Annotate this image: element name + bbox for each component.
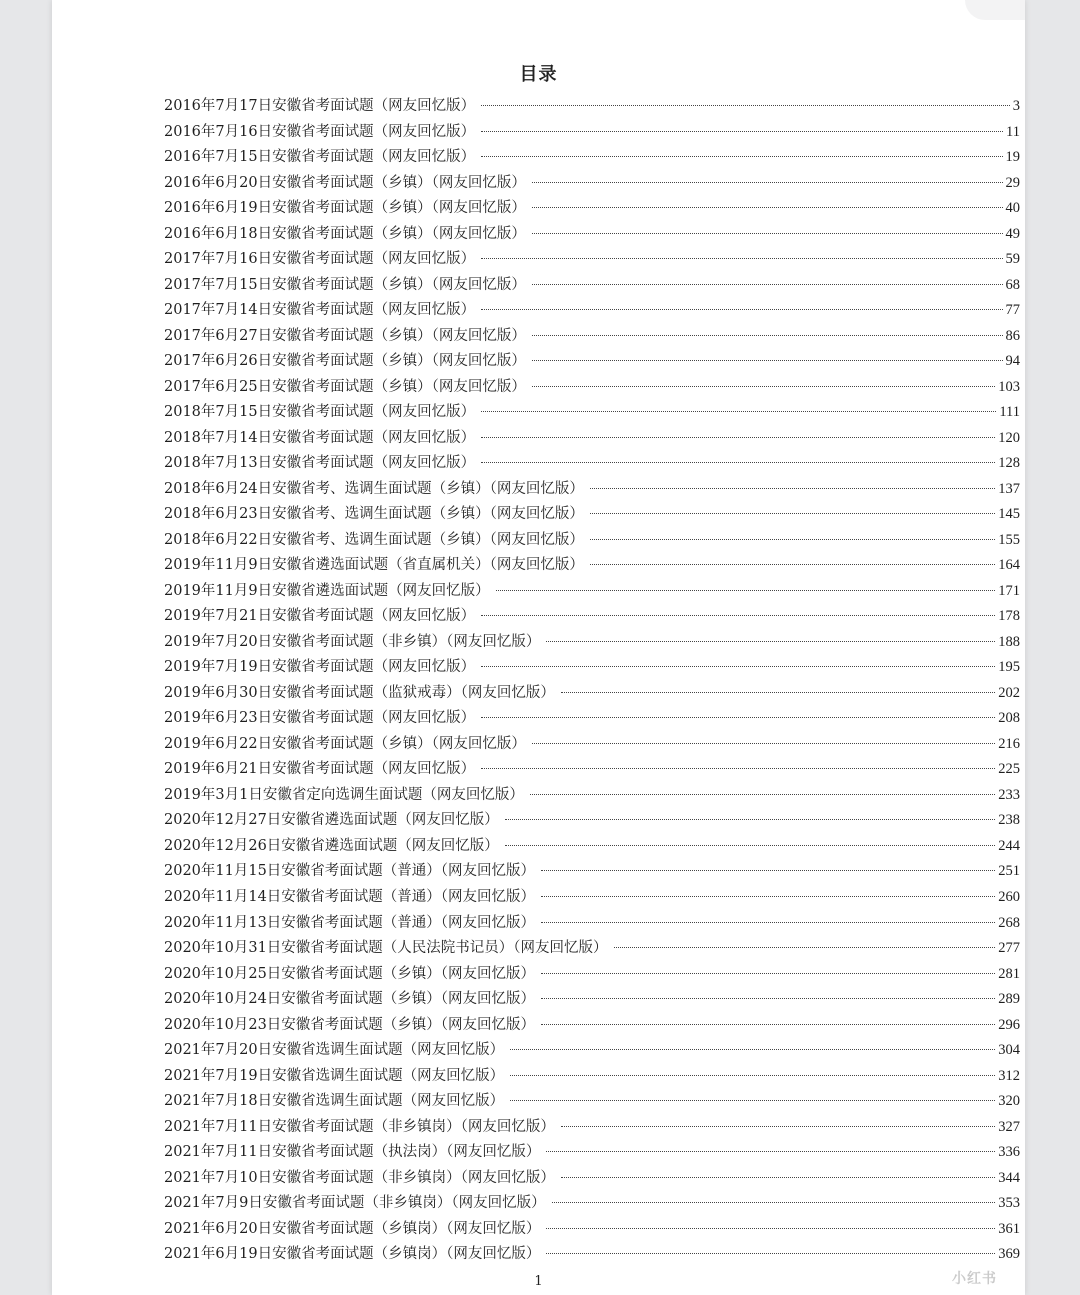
toc-entry-page: 155 xyxy=(998,531,1020,548)
toc-entry-page: 327 xyxy=(998,1118,1020,1135)
toc-entry-page: 77 xyxy=(1005,302,1020,319)
toc-entry[interactable] xyxy=(164,1038,1020,1064)
toc-dot-leader xyxy=(481,615,995,616)
toc-entry-page: 312 xyxy=(998,1067,1020,1084)
toc-dot-leader xyxy=(590,513,995,514)
toc-entry-page: 137 xyxy=(998,480,1020,497)
toc-entry-page: 369 xyxy=(998,1246,1020,1263)
toc-entry-page: 296 xyxy=(998,1016,1020,1033)
toc-entry[interactable] xyxy=(164,1191,1020,1217)
toc-entry-title: 2018年6月22日安徽省考、选调生面试题（乡镇）（网友回忆版） xyxy=(164,531,584,548)
toc-dot-leader xyxy=(481,462,995,463)
toc-entry[interactable] xyxy=(164,706,1020,732)
toc-entry[interactable] xyxy=(164,834,1020,860)
toc-entry[interactable] xyxy=(164,222,1020,248)
toc-dot-leader xyxy=(561,1126,995,1127)
toc-entry-title: 2018年7月15日安徽省考面试题（网友回忆版） xyxy=(164,404,476,421)
toc-entry-page: 11 xyxy=(1006,123,1020,140)
toc-entry-title: 2019年6月23日安徽省考面试题（网友回忆版） xyxy=(164,710,476,727)
toc-entry-title: 2020年12月27日安徽省遴选面试题（网友回忆版） xyxy=(164,812,499,829)
toc-dot-leader xyxy=(532,182,1003,183)
toc-entry-title: 2021年7月11日安徽省考面试题（非乡镇岗）（网友回忆版） xyxy=(164,1118,555,1135)
toc-dot-leader xyxy=(481,105,1010,106)
toc-dot-leader xyxy=(532,743,995,744)
toc-entry-title: 2016年7月15日安徽省考面试题（网友回忆版） xyxy=(164,149,476,166)
toc-dot-leader xyxy=(532,335,1003,336)
toc-dot-leader xyxy=(481,131,1003,132)
toc-entry[interactable] xyxy=(164,1242,1020,1268)
toc-dot-leader xyxy=(481,156,1002,157)
toc-entry-title: 2020年10月23日安徽省考面试题（乡镇）（网友回忆版） xyxy=(164,1016,536,1033)
toc-dot-leader xyxy=(590,488,995,489)
toc-entry[interactable] xyxy=(164,911,1020,937)
toc-entry[interactable] xyxy=(164,579,1020,605)
toc-entry-title: 2017年7月16日安徽省考面试题（网友回忆版） xyxy=(164,251,476,268)
toc-entry[interactable] xyxy=(164,1166,1020,1192)
toc-entry[interactable] xyxy=(164,324,1020,350)
toc-entry-page: 304 xyxy=(998,1042,1020,1059)
toc-dot-leader xyxy=(532,284,1003,285)
toc-entry[interactable] xyxy=(164,604,1020,630)
toc-entry-page: 225 xyxy=(998,761,1020,778)
toc-entry-title: 2018年7月14日安徽省考面试题（网友回忆版） xyxy=(164,429,476,446)
toc-entry-title: 2021年6月19日安徽省考面试题（乡镇岗）（网友回忆版） xyxy=(164,1246,541,1263)
toc-dot-leader xyxy=(546,1228,995,1229)
toc-dot-leader xyxy=(481,666,995,667)
toc-entry-title: 2016年7月17日安徽省考面试题（网友回忆版） xyxy=(164,98,476,114)
toc-entry-title: 2017年6月27日安徽省考面试题（乡镇）（网友回忆版） xyxy=(164,327,526,344)
toc-entry-page: 111 xyxy=(999,404,1020,421)
toc-entry-page: 238 xyxy=(998,812,1020,829)
toc-entry[interactable] xyxy=(164,655,1020,681)
toc-entry-page: 353 xyxy=(998,1195,1020,1212)
toc-entry[interactable] xyxy=(164,273,1020,299)
toc-dot-leader xyxy=(541,922,995,923)
toc-entry[interactable] xyxy=(164,171,1020,197)
toc-entry-title: 2020年10月31日安徽省考面试题（人民法院书记员）（网友回忆版） xyxy=(164,940,608,957)
toc-dot-leader xyxy=(505,845,995,846)
toc-entry[interactable] xyxy=(164,859,1020,885)
toc-entry-title: 2019年11月9日安徽省遴选面试题（网友回忆版） xyxy=(164,582,490,599)
toc-entry[interactable] xyxy=(164,247,1020,273)
toc-entry-title: 2018年7月13日安徽省考面试题（网友回忆版） xyxy=(164,455,476,472)
toc-entry-page: 202 xyxy=(998,684,1020,701)
toc-entry[interactable] xyxy=(164,400,1020,426)
toc-dot-leader xyxy=(590,564,995,565)
toc-entry-page: 171 xyxy=(998,582,1020,599)
toc-entry[interactable] xyxy=(164,94,1020,120)
toc-dot-leader xyxy=(546,1253,995,1254)
toc-dot-leader xyxy=(546,641,995,642)
toc-entry[interactable] xyxy=(164,349,1020,375)
toc-entry[interactable] xyxy=(164,298,1020,324)
toc-entry-title: 2020年10月24日安徽省考面试题（乡镇）（网友回忆版） xyxy=(164,991,536,1008)
toc-entry-title: 2019年3月1日安徽省定向选调生面试题（网友回忆版） xyxy=(164,786,524,803)
watermark: 小红书 xyxy=(952,1271,997,1287)
toc-entry[interactable] xyxy=(164,936,1020,962)
toc-dot-leader xyxy=(546,1151,995,1152)
toc-entry[interactable] xyxy=(164,528,1020,554)
toc-entry[interactable] xyxy=(164,1064,1020,1090)
toc-entry-title: 2021年7月18日安徽省选调生面试题（网友回忆版） xyxy=(164,1093,505,1110)
toc-entry-page: 233 xyxy=(998,786,1020,803)
toc-entry[interactable] xyxy=(164,477,1020,503)
toc-entry-title: 2016年7月16日安徽省考面试题（网友回忆版） xyxy=(164,123,476,140)
toc-entry-page: 40 xyxy=(1005,200,1020,217)
toc-entry[interactable] xyxy=(164,1140,1020,1166)
toc-entry[interactable] xyxy=(164,120,1020,146)
toc-entry-title: 2016年6月18日安徽省考面试题（乡镇）（网友回忆版） xyxy=(164,225,526,242)
toc-entry-page: 145 xyxy=(998,506,1020,523)
toc-entry[interactable] xyxy=(164,681,1020,707)
toc-dot-leader xyxy=(496,590,996,591)
toc-dot-leader xyxy=(532,207,1003,208)
toc-entry-title: 2017年7月14日安徽省考面试题（网友回忆版） xyxy=(164,302,476,319)
toc-entry-page: 260 xyxy=(998,888,1020,905)
toc-entry[interactable] xyxy=(164,808,1020,834)
toc-entry-title: 2021年7月11日安徽省考面试题（执法岗）（网友回忆版） xyxy=(164,1144,541,1161)
toc-dot-leader xyxy=(590,539,995,540)
toc-entry-title: 2017年6月25日安徽省考面试题（乡镇）（网友回忆版） xyxy=(164,378,526,395)
toc-entry-title: 2019年7月20日安徽省考面试题（非乡镇）（网友回忆版） xyxy=(164,633,541,650)
toc-entry[interactable] xyxy=(164,783,1020,809)
page-corner xyxy=(965,0,1025,20)
toc-entry-title: 2019年6月21日安徽省考面试题（网友回忆版） xyxy=(164,761,476,778)
toc-entry-title: 2018年6月24日安徽省考、选调生面试题（乡镇）（网友回忆版） xyxy=(164,480,584,497)
toc-entry-page: 281 xyxy=(998,965,1020,982)
toc-entry-page: 29 xyxy=(1005,174,1020,191)
toc-entry-title: 2019年6月30日安徽省考面试题（监狱戒毒）（网友回忆版） xyxy=(164,684,555,701)
toc-entry-title: 2020年11月15日安徽省考面试题（普通）（网友回忆版） xyxy=(164,863,536,880)
toc-entry-title: 2020年11月13日安徽省考面试题（普通）（网友回忆版） xyxy=(164,914,536,931)
toc-dot-leader xyxy=(532,233,1003,234)
toc-entry-title: 2019年11月9日安徽省遴选面试题（省直属机关）（网友回忆版） xyxy=(164,557,584,574)
toc-entry[interactable] xyxy=(164,885,1020,911)
toc-entry-title: 2021年7月20日安徽省选调生面试题（网友回忆版） xyxy=(164,1042,505,1059)
toc-dot-leader xyxy=(481,258,1002,259)
toc-entry[interactable] xyxy=(164,1089,1020,1115)
toc-entry-page: 59 xyxy=(1005,251,1020,268)
toc-entry[interactable] xyxy=(164,1115,1020,1141)
toc-dot-leader xyxy=(481,717,995,718)
toc-dot-leader xyxy=(541,998,995,999)
toc-entry-page: 208 xyxy=(998,710,1020,727)
toc-entry-title: 2019年7月19日安徽省考面试题（网友回忆版） xyxy=(164,659,476,676)
toc-entry-title: 2016年6月20日安徽省考面试题（乡镇）（网友回忆版） xyxy=(164,174,526,191)
toc-entry-page: 19 xyxy=(1005,149,1020,166)
document-page xyxy=(52,0,1025,1295)
toc-dot-leader xyxy=(510,1075,995,1076)
toc-entry[interactable] xyxy=(164,1217,1020,1243)
toc-entry-page: 268 xyxy=(998,914,1020,931)
toc-dot-leader xyxy=(561,692,995,693)
toc-entry[interactable] xyxy=(164,732,1020,758)
toc-entry-title: 2020年10月25日安徽省考面试题（乡镇）（网友回忆版） xyxy=(164,965,536,982)
toc-entry-page: 195 xyxy=(998,659,1020,676)
toc-entry-page: 164 xyxy=(998,557,1020,574)
toc-entry[interactable] xyxy=(164,451,1020,477)
toc-entry-page: 128 xyxy=(998,455,1020,472)
toc-dot-leader xyxy=(481,768,995,769)
toc-entry-page: 289 xyxy=(998,991,1020,1008)
toc-entry-page: 277 xyxy=(998,940,1020,957)
toc-entry[interactable] xyxy=(164,145,1020,171)
toc-list xyxy=(164,94,1020,1268)
toc-entry-page: 103 xyxy=(998,378,1020,395)
toc-title: 目录 xyxy=(519,64,558,85)
toc-entry[interactable] xyxy=(164,426,1020,452)
toc-entry[interactable] xyxy=(164,757,1020,783)
toc-entry[interactable] xyxy=(164,375,1020,401)
toc-entry[interactable] xyxy=(164,987,1020,1013)
toc-entry-title: 2017年6月26日安徽省考面试题（乡镇）（网友回忆版） xyxy=(164,353,526,370)
toc-entry-page: 251 xyxy=(998,863,1020,880)
toc-dot-leader xyxy=(481,309,1002,310)
toc-entry-page: 49 xyxy=(1005,225,1020,242)
toc-entry-title: 2018年6月23日安徽省考、选调生面试题（乡镇）（网友回忆版） xyxy=(164,506,584,523)
toc-entry-title: 2020年11月14日安徽省考面试题（普通）（网友回忆版） xyxy=(164,888,536,905)
toc-dot-leader xyxy=(541,973,995,974)
toc-entry-page: 178 xyxy=(998,608,1020,625)
toc-entry-title: 2020年12月26日安徽省遴选面试题（网友回忆版） xyxy=(164,837,499,854)
toc-dot-leader xyxy=(532,386,995,387)
toc-dot-leader xyxy=(481,437,995,438)
toc-entry[interactable] xyxy=(164,553,1020,579)
toc-dot-leader xyxy=(505,819,995,820)
toc-entry-page: 244 xyxy=(998,837,1020,854)
toc-entry-title: 2017年7月15日安徽省考面试题（乡镇）（网友回忆版） xyxy=(164,276,526,293)
toc-entry-page: 3 xyxy=(1012,98,1020,114)
toc-entry-title: 2021年6月20日安徽省考面试题（乡镇岗）（网友回忆版） xyxy=(164,1220,541,1237)
toc-entry-title: 2021年7月10日安徽省考面试题（非乡镇岗）（网友回忆版） xyxy=(164,1169,555,1186)
toc-entry-page: 94 xyxy=(1005,353,1020,370)
toc-dot-leader xyxy=(532,360,1003,361)
toc-entry[interactable] xyxy=(164,196,1020,222)
toc-entry-title: 2021年7月9日安徽省考面试题（非乡镇岗）（网友回忆版） xyxy=(164,1195,546,1212)
toc-dot-leader xyxy=(614,947,996,948)
toc-dot-leader xyxy=(541,896,995,897)
toc-entry[interactable] xyxy=(164,1013,1020,1039)
toc-entry-page: 361 xyxy=(998,1220,1020,1237)
toc-entry-title: 2019年6月22日安徽省考面试题（乡镇）（网友回忆版） xyxy=(164,735,526,752)
toc-dot-leader xyxy=(552,1202,996,1203)
toc-entry-page: 344 xyxy=(998,1169,1020,1186)
toc-dot-leader xyxy=(561,1177,995,1178)
toc-entry[interactable] xyxy=(164,962,1020,988)
toc-entry-title: 2021年7月19日安徽省选调生面试题（网友回忆版） xyxy=(164,1067,505,1084)
toc-entry-page: 320 xyxy=(998,1093,1020,1110)
toc-entry-title: 2019年7月21日安徽省考面试题（网友回忆版） xyxy=(164,608,476,625)
toc-entry-page: 120 xyxy=(998,429,1020,446)
toc-dot-leader xyxy=(481,411,996,412)
toc-dot-leader xyxy=(530,794,995,795)
toc-entry-page: 68 xyxy=(1005,276,1020,293)
toc-entry[interactable] xyxy=(164,630,1020,656)
toc-entry-title: 2016年6月19日安徽省考面试题（乡镇）（网友回忆版） xyxy=(164,200,526,217)
toc-dot-leader xyxy=(541,870,995,871)
toc-dot-leader xyxy=(510,1100,995,1101)
toc-dot-leader xyxy=(510,1049,995,1050)
toc-entry-page: 188 xyxy=(998,633,1020,650)
toc-entry-page: 86 xyxy=(1005,327,1020,344)
toc-entry-page: 216 xyxy=(998,735,1020,752)
toc-entry[interactable] xyxy=(164,502,1020,528)
toc-entry-page: 336 xyxy=(998,1144,1020,1161)
toc-dot-leader xyxy=(541,1024,995,1025)
page-number: 1 xyxy=(534,1274,543,1289)
